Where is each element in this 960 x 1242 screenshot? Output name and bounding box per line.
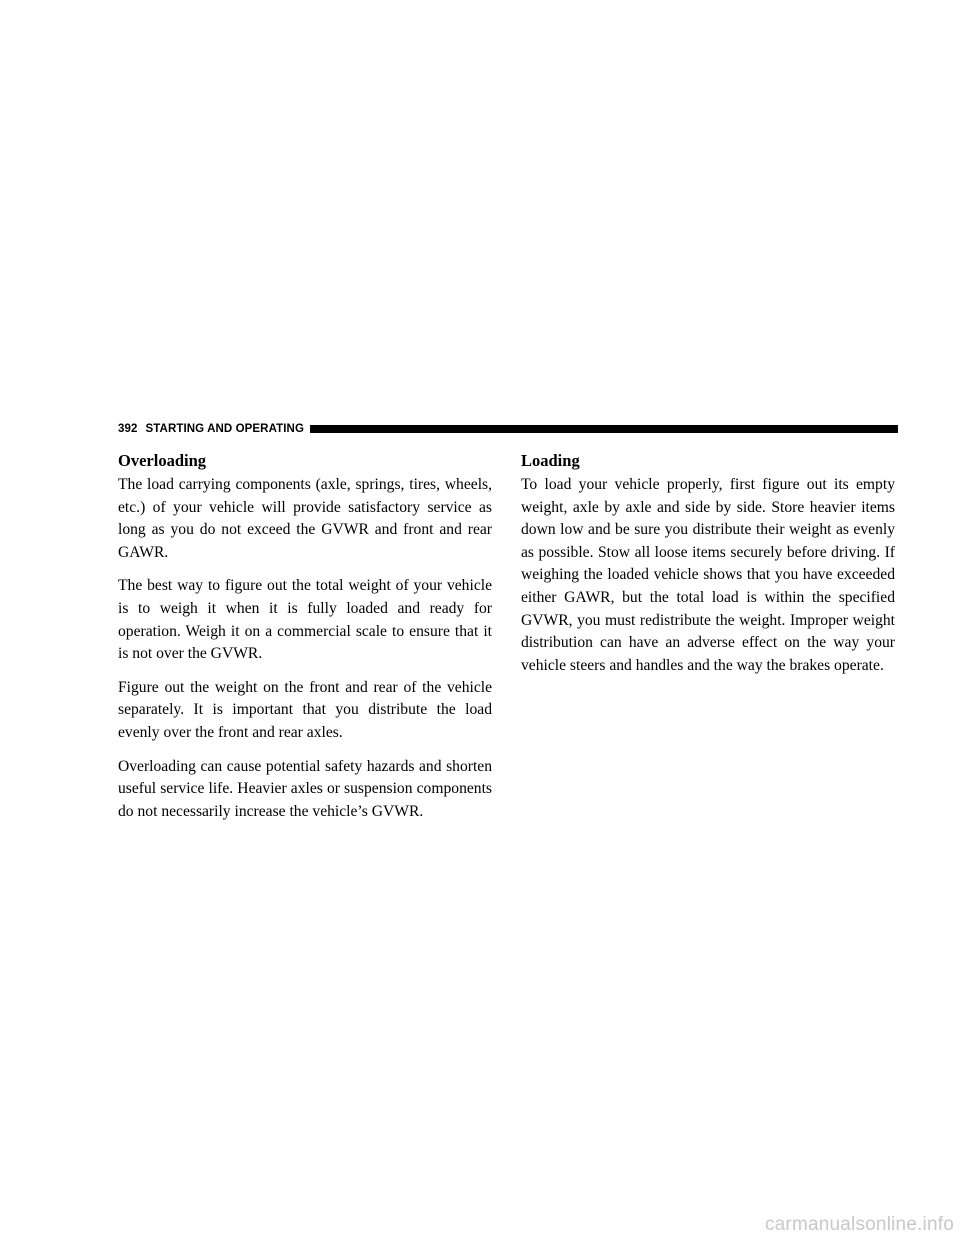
page-number: 392 xyxy=(118,423,138,435)
header-rule xyxy=(310,425,898,433)
page-header xyxy=(118,421,898,437)
overloading-paragraph-3: Figure out the weight on the front and rear of the vehicle separately. It is important that you distribute the load evenly over the front and rear axles. xyxy=(118,678,492,741)
left-column xyxy=(118,450,492,834)
overloading-heading: Overloading xyxy=(118,451,207,470)
overloading-paragraph-2: The best way to figure out the total weight of your vehicle is to weigh it when it is fully loaded and ready for operation. Weigh it on a commercial scale to ensure that it is not over the GVWR. xyxy=(118,577,492,663)
right-column xyxy=(521,450,895,688)
overloading-paragraph-1: The load carrying components (axle, springs, tires, wheels, etc.) of your vehicle will provide satisfactory service as long as you do not exceed the GVWR and front and rear GAWR. xyxy=(118,476,492,561)
loading-heading: Loading xyxy=(521,451,580,470)
loading-paragraph-1: To load your vehicle properly, first figure out its empty weight, axle by axle and side by side. Store heavier items down low and be sure you distribute their weight as evenly as possible. Stow all loose items securely before driving. If weighing the loaded vehicle shows that you have exceeded either GAWR, but the total load is within the specified GVWR, you must redistribute the weight. Improper weight distribution can have an adverse effect on the way your vehicle steers and handles and the way the brakes operate. xyxy=(521,476,895,674)
section-title: STARTING AND OPERATING xyxy=(145,423,305,435)
overloading-paragraph-4: Overloading can cause potential safety hazards and shorten useful service life. Heavier axles or suspension components do not necessarily increase the vehicle’s GVWR. xyxy=(118,757,492,820)
watermark: carmanualsonline.info xyxy=(764,1214,954,1235)
